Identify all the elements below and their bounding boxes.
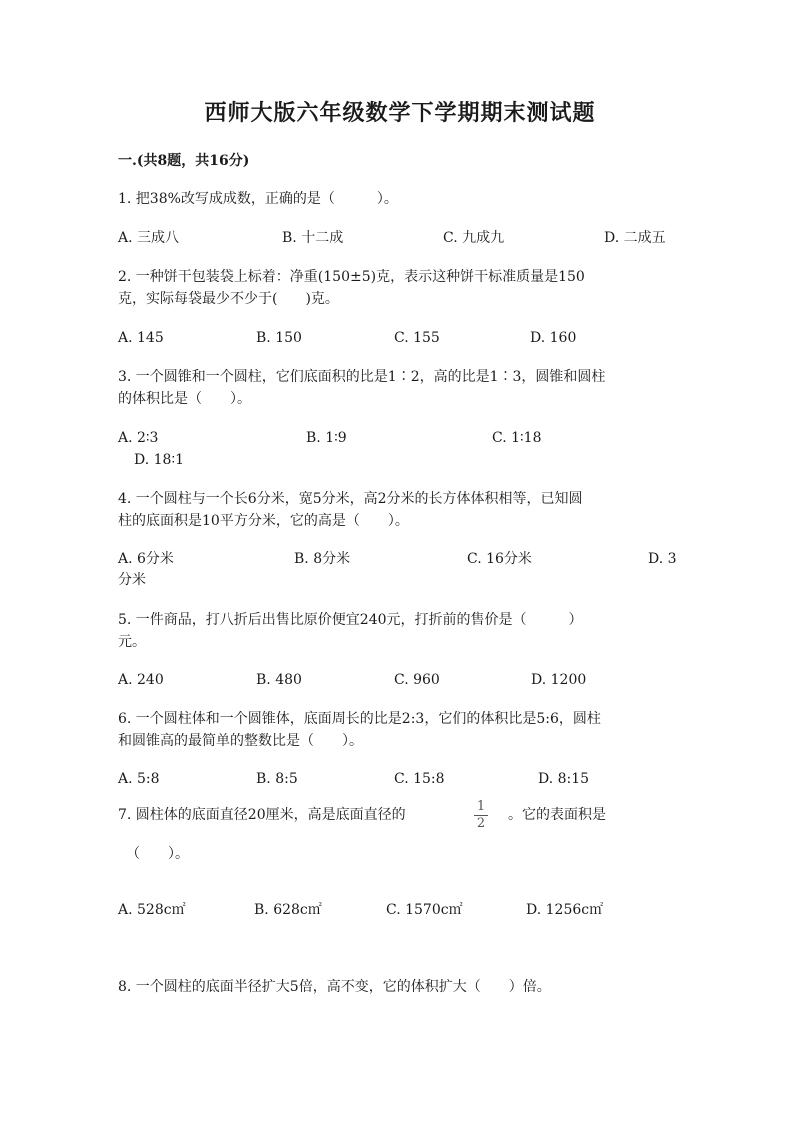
q2-option-b: B. 150 — [256, 330, 302, 346]
q1-option-a: A. 三成八 — [118, 230, 180, 246]
question-5-line-2: 元。 — [118, 634, 146, 650]
q4-option-b: B. 8分米 — [294, 551, 351, 567]
one-half-fraction — [474, 800, 488, 831]
q4-option-a: A. 6分米 — [118, 551, 174, 567]
question-4-line-1: 4. 一个圆柱与一个长6分米，宽5分米，高2分米的长方体体积相等，已知圆 — [118, 491, 583, 507]
q5-option-c: C. 960 — [394, 672, 440, 688]
q6-option-c: C. 15:8 — [394, 771, 445, 787]
q4-option-d: D. 3 — [648, 551, 677, 567]
q7-option-c: C. 1570c㎡ — [386, 902, 463, 918]
q1-option-b: B. 十二成 — [282, 230, 344, 246]
question-7-line-2: （ ）。 — [126, 846, 189, 862]
q7-option-b: B. 628c㎡ — [254, 902, 322, 918]
q4-option-c: C. 16分米 — [467, 551, 532, 567]
q2-option-c: C. 155 — [394, 330, 440, 346]
question-2-line-2: 克，实际每袋最少不少于( )克。 — [118, 291, 339, 307]
q1-option-d: D. 二成五 — [604, 230, 666, 246]
q1-option-c: C. 九成九 — [443, 230, 505, 246]
q6-option-a: A. 5:8 — [118, 771, 160, 787]
page-title: 西师大版六年级数学下学期期末测试题 — [204, 100, 596, 126]
question-7-text-before: 7. 圆柱体的底面直径20厘米，高是底面直径的 — [118, 807, 406, 823]
fraction-numerator: 1 — [476, 799, 486, 814]
question-6-line-2: 和圆锥高的最简单的整数比是（ ）。 — [118, 733, 363, 749]
question-4-line-2: 柱的底面积是10平方分米，它的高是（ ）。 — [118, 513, 409, 529]
q5-option-b: B. 480 — [256, 672, 302, 688]
fraction-denominator: 2 — [476, 816, 486, 831]
q7-option-d: D. 1256c㎡ — [526, 902, 604, 918]
question-5-line-1: 5. 一件商品，打八折后出售比原价便宜240元，打折前的售价是（ ） — [118, 612, 583, 628]
q6-option-d: D. 8:15 — [538, 771, 590, 787]
question-1: 1. 把38%改写成成数，正确的是（ ）。 — [118, 191, 398, 207]
q3-option-b: B. 1∶9 — [306, 430, 347, 446]
question-3-line-2: 的体积比是（ ）。 — [118, 391, 251, 407]
q5-option-a: A. 240 — [118, 672, 164, 688]
q6-option-b: B. 8:5 — [256, 771, 298, 787]
question-2-line-1: 2. 一种饼干包装袋上标着：净重(150±5)克，表示这种饼干标准质量是150 — [118, 269, 585, 285]
q7-option-a: A. 528c㎡ — [118, 902, 186, 918]
question-7-text-after: 。它的表面积是 — [508, 807, 606, 823]
question-6-line-1: 6. 一个圆柱体和一个圆锥体，底面周长的比是2:3，它们的体积比是5:6，圆柱 — [118, 711, 601, 727]
q3-option-d: D. 18∶1 — [134, 452, 184, 468]
q4-option-d-continued: 分米 — [118, 572, 146, 588]
q2-option-d: D. 160 — [530, 330, 577, 346]
section-header: 一.(共8题，共16分) — [118, 153, 250, 169]
q5-option-d: D. 1200 — [531, 672, 587, 688]
q2-option-a: A. 145 — [118, 330, 164, 346]
question-8: 8. 一个圆柱的底面半径扩大5倍，高不变，它的体积扩大（ ）倍。 — [118, 979, 551, 995]
question-3-line-1: 3. 一个圆锥和一个圆柱，它们底面积的比是1∶2，高的比是1∶3，圆锥和圆柱 — [118, 369, 606, 385]
q3-option-c: C. 1∶18 — [492, 430, 542, 446]
q3-option-a: A. 2∶3 — [118, 430, 159, 446]
